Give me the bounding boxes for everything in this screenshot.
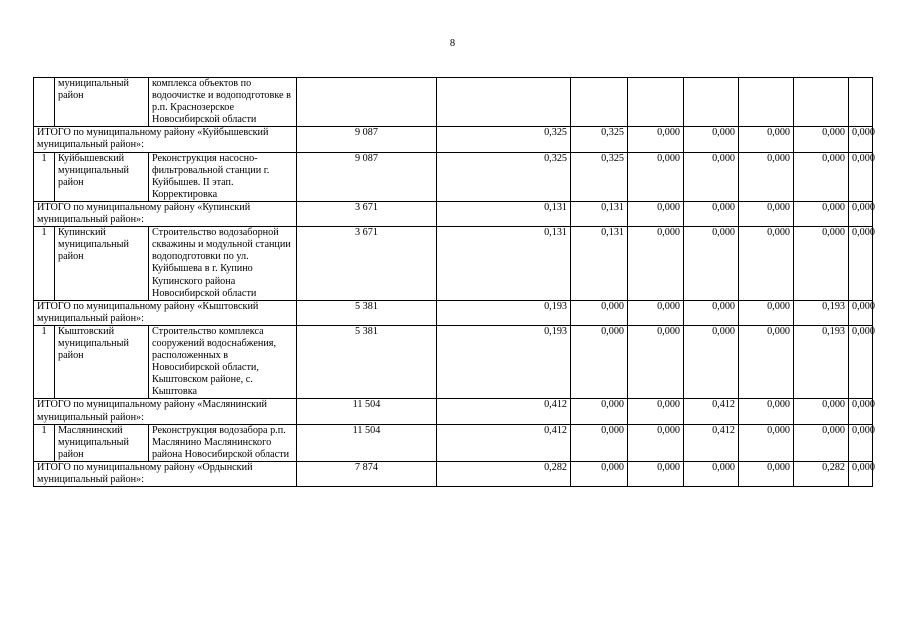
value-cell: 0,000 bbox=[794, 399, 849, 424]
value-cell: 0,412 bbox=[437, 399, 571, 424]
value-cell bbox=[628, 78, 684, 127]
value-cell: 0,325 bbox=[437, 152, 571, 201]
value-cell: 0,193 bbox=[794, 325, 849, 399]
value-cell: 0,000 bbox=[849, 424, 873, 461]
table-body bbox=[34, 78, 873, 487]
value-cell: 0,325 bbox=[571, 127, 628, 152]
value-cell: 0,000 bbox=[739, 127, 794, 152]
value-cell: 0,000 bbox=[571, 300, 628, 325]
value-cell: 0,000 bbox=[628, 152, 684, 201]
value-cell: 0,000 bbox=[739, 152, 794, 201]
table-row bbox=[34, 152, 873, 201]
project-name: Строительство водозаборной скважины и модульной станции водоподготовки по ул. Куйбышева в г. Купино Купинского района Новосибирской области bbox=[149, 227, 297, 301]
page-number: 8 bbox=[449, 38, 456, 49]
value-cost: 5 381 bbox=[297, 300, 437, 325]
value-cell: 0,000 bbox=[684, 152, 739, 201]
value-cell: 0,000 bbox=[849, 399, 873, 424]
value-cost bbox=[297, 78, 437, 127]
value-cell: 0,000 bbox=[684, 127, 739, 152]
value-cost: 7 874 bbox=[297, 461, 437, 486]
value-cell bbox=[794, 78, 849, 127]
value-cell: 0,000 bbox=[849, 152, 873, 201]
row-number: 1 bbox=[34, 152, 55, 201]
value-cell: 0,000 bbox=[739, 201, 794, 226]
total-row bbox=[34, 399, 873, 424]
value-cell: 0,282 bbox=[794, 461, 849, 486]
value-cell: 0,000 bbox=[628, 227, 684, 301]
project-name: Реконструкция насосно-фильтровальной станции г. Куйбышев. II этап. Корректировка bbox=[149, 152, 297, 201]
value-cost: 11 504 bbox=[297, 399, 437, 424]
total-row bbox=[34, 127, 873, 152]
value-cell: 0,000 bbox=[794, 424, 849, 461]
project-name: Строительство комплекса сооружений водоснабжения, расположенных в Новосибирской области, Кыштовском районе, с. Кыштовка bbox=[149, 325, 297, 399]
total-label: ИТОГО по муниципальному району «Купинский муниципальный район»: bbox=[34, 201, 297, 226]
value-cell: 0,000 bbox=[849, 227, 873, 301]
value-cell: 0,000 bbox=[628, 325, 684, 399]
value-cell: 0,412 bbox=[437, 424, 571, 461]
total-row bbox=[34, 201, 873, 226]
value-cell: 0,000 bbox=[794, 227, 849, 301]
value-cost: 9 087 bbox=[297, 152, 437, 201]
value-cell bbox=[684, 78, 739, 127]
value-cell bbox=[437, 78, 571, 127]
total-label: ИТОГО по муниципальному району «Куйбышевский муниципальный район»: bbox=[34, 127, 297, 152]
total-label: ИТОГО по муниципальному району «Маслянинский муниципальный район»: bbox=[34, 399, 297, 424]
value-cell: 0,000 bbox=[684, 227, 739, 301]
value-cell: 0,000 bbox=[684, 300, 739, 325]
value-cost: 3 671 bbox=[297, 201, 437, 226]
value-cell: 0,282 bbox=[437, 461, 571, 486]
value-cell: 0,000 bbox=[794, 127, 849, 152]
value-cell: 0,000 bbox=[628, 127, 684, 152]
value-cell: 0,000 bbox=[849, 325, 873, 399]
value-cell: 0,000 bbox=[739, 399, 794, 424]
district-name: Маслянинский муниципальный район bbox=[55, 424, 149, 461]
value-cell: 0,131 bbox=[571, 201, 628, 226]
total-row bbox=[34, 300, 873, 325]
table-row bbox=[34, 325, 873, 399]
value-cell: 0,000 bbox=[684, 461, 739, 486]
value-cell: 0,000 bbox=[684, 201, 739, 226]
value-cell: 0,412 bbox=[684, 424, 739, 461]
value-cell bbox=[571, 78, 628, 127]
value-cell: 0,000 bbox=[628, 300, 684, 325]
value-cell: 0,000 bbox=[794, 201, 849, 226]
value-cell: 0,000 bbox=[739, 300, 794, 325]
value-cell bbox=[739, 78, 794, 127]
data-table bbox=[33, 77, 873, 487]
value-cell: 0,193 bbox=[794, 300, 849, 325]
value-cell: 0,000 bbox=[739, 461, 794, 486]
table-row bbox=[34, 227, 873, 301]
row-number: 1 bbox=[34, 424, 55, 461]
total-label: ИТОГО по муниципальному району «Кыштовский муниципальный район»: bbox=[34, 300, 297, 325]
value-cell: 0,131 bbox=[437, 227, 571, 301]
value-cell: 0,193 bbox=[437, 300, 571, 325]
value-cell: 0,325 bbox=[571, 152, 628, 201]
row-number: 1 bbox=[34, 227, 55, 301]
value-cell: 0,000 bbox=[628, 201, 684, 226]
value-cell: 0,000 bbox=[571, 325, 628, 399]
row-number: 1 bbox=[34, 325, 55, 399]
total-label: ИТОГО по муниципальному району «Ордынский муниципальный район»: bbox=[34, 461, 297, 486]
value-cell: 0,000 bbox=[849, 201, 873, 226]
value-cost: 11 504 bbox=[297, 424, 437, 461]
value-cell: 0,000 bbox=[628, 399, 684, 424]
value-cell: 0,000 bbox=[849, 461, 873, 486]
value-cell: 0,000 bbox=[571, 461, 628, 486]
table-row bbox=[34, 424, 873, 461]
district-name: Куйбышевский муниципальный район bbox=[55, 152, 149, 201]
value-cell: 0,000 bbox=[571, 424, 628, 461]
value-cell: 0,000 bbox=[849, 300, 873, 325]
district-name: муниципальный район bbox=[55, 78, 149, 127]
district-name: Купинский муниципальный район bbox=[55, 227, 149, 301]
district-name: Кыштовский муниципальный район bbox=[55, 325, 149, 399]
row-number bbox=[34, 78, 55, 127]
value-cell: 0,000 bbox=[794, 152, 849, 201]
value-cell: 0,131 bbox=[571, 227, 628, 301]
value-cell: 0,325 bbox=[437, 127, 571, 152]
value-cell: 0,131 bbox=[437, 201, 571, 226]
value-cell: 0,000 bbox=[739, 424, 794, 461]
value-cell: 0,000 bbox=[739, 325, 794, 399]
value-cost: 5 381 bbox=[297, 325, 437, 399]
value-cost: 3 671 bbox=[297, 227, 437, 301]
value-cell: 0,000 bbox=[628, 461, 684, 486]
value-cell: 0,000 bbox=[571, 399, 628, 424]
value-cell: 0,000 bbox=[739, 227, 794, 301]
value-cell bbox=[849, 78, 873, 127]
table-row bbox=[34, 78, 873, 127]
total-row bbox=[34, 461, 873, 486]
project-name: Реконструкция водозабора р.п. Маслянино Маслянинского района Новосибирской области bbox=[149, 424, 297, 461]
project-name: комплекса объектов по водоочистке и водоподготовке в р.п. Краснозерское Новосибирской области bbox=[149, 78, 297, 127]
value-cost: 9 087 bbox=[297, 127, 437, 152]
value-cell: 0,000 bbox=[684, 325, 739, 399]
value-cell: 0,193 bbox=[437, 325, 571, 399]
value-cell: 0,000 bbox=[628, 424, 684, 461]
value-cell: 0,000 bbox=[849, 127, 873, 152]
value-cell: 0,412 bbox=[684, 399, 739, 424]
